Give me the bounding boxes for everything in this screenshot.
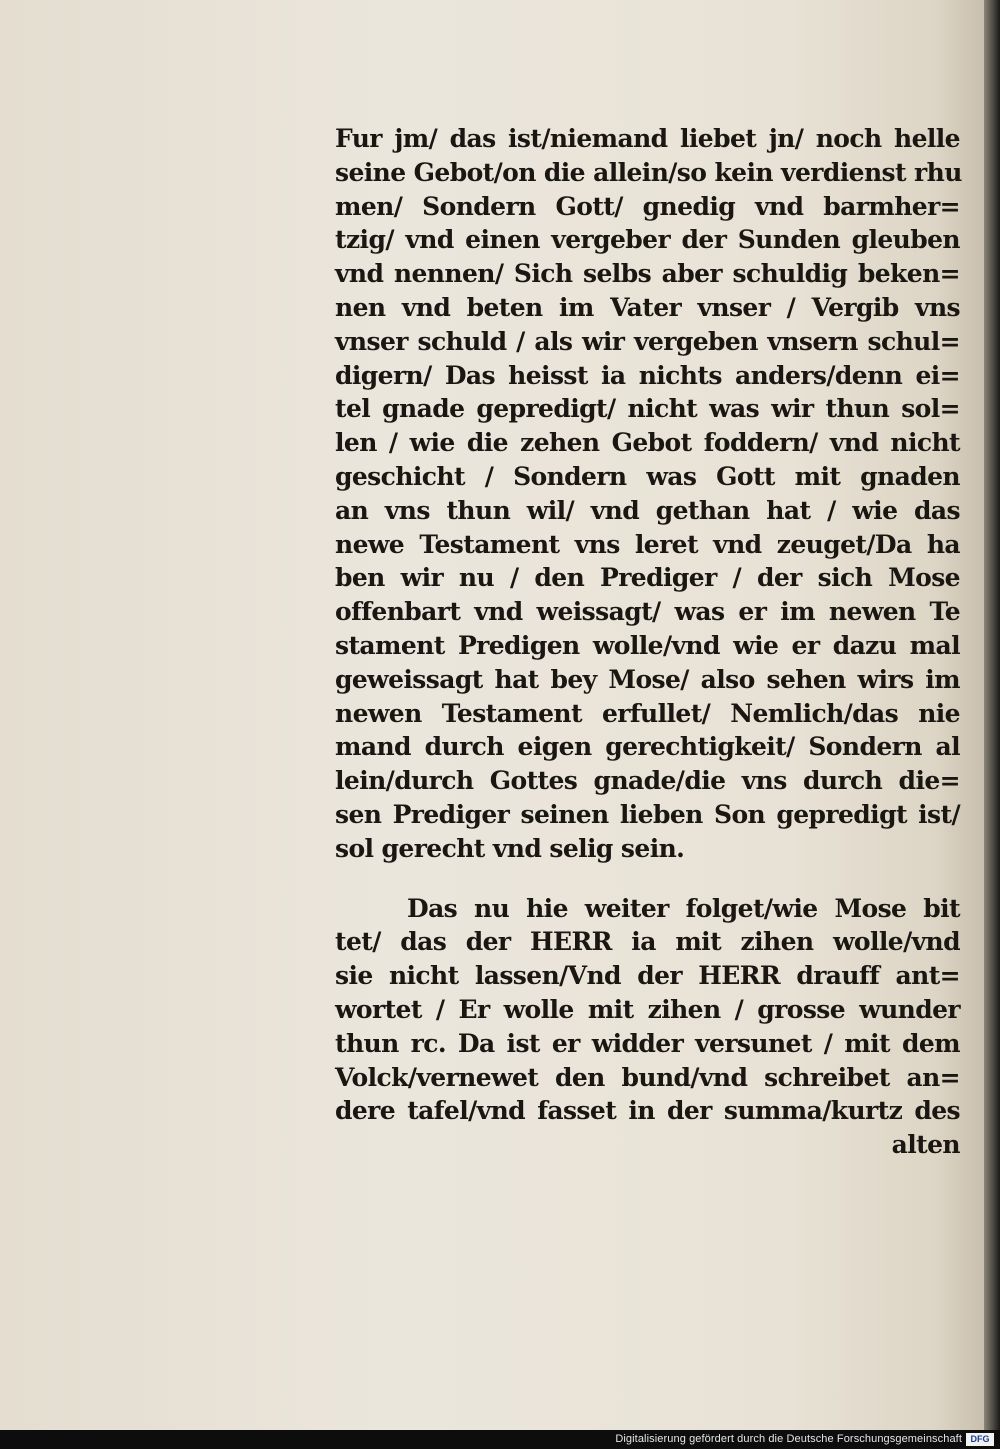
text-line: nen vnd beten im Vater vnser / Vergib vns (335, 292, 960, 322)
text-line: vnd nennen/ Sich selbs aber schuldig beken= (335, 259, 960, 289)
text-line: dere tafel/vnd fasset in der summa/kurtz des (335, 1096, 960, 1126)
text-line: tel gnade gepredigt/ nicht was wir thun sol= (335, 394, 960, 424)
text-line: Fur jm/ das ist/niemand liebet jn/ noch helle (335, 124, 960, 153)
text-line: offenbart vnd weissagt/ was er im newen Te (335, 597, 960, 627)
text-line: len / wie die zehen Gebot foddern/ vnd nicht (335, 428, 960, 458)
paragraph-2 (335, 892, 960, 1162)
text-line: sol gerecht vnd selig sein. (335, 833, 685, 863)
text-line: sie nicht lassen/Vnd der HERR drauff ant= (335, 961, 960, 991)
page-edge (984, 0, 1000, 1430)
text-line: Volck/vernewet den bund/vnd schreibet an= (335, 1062, 960, 1092)
text-line: vnser schuld / als wir vergeben vnsern schul= (335, 326, 960, 356)
text-line: lein/durch Gottes gnade/die vns durch die= (335, 766, 960, 796)
text-block (335, 122, 960, 1162)
text-line: stament Predigen wolle/vnd wie er dazu mal (335, 630, 960, 660)
text-line: tet/ das der HERR ia mit zihen wolle/vnd (335, 927, 960, 957)
text-line: Das nu hie weiter folget/wie Mose bit (407, 893, 960, 923)
text-line: newe Testament vns leret vnd zeuget/Da ha (335, 529, 960, 559)
text-line: tzig/ vnd einen vergeber der Sunden gleuben (335, 225, 960, 255)
text-line: seine Gebot/on die allein/so kein verdienst rhu (335, 157, 962, 187)
text-line: digern/ Das heisst ia nichts anders/denn ei= (335, 360, 960, 390)
text-line: wortet / Er wolle mit zihen / grosse wunder (335, 994, 960, 1024)
dfg-logo-icon: DFG (966, 1433, 994, 1446)
catchword: alten (891, 1130, 960, 1160)
text-line: mand durch eigen gerechtigkeit/ Sondern al (335, 732, 960, 762)
footer-bar (0, 1430, 1000, 1449)
text-line: ben wir nu / den Prediger / der sich Mose (335, 563, 960, 593)
text-line: an vns thun wil/ vnd gethan hat / wie das (335, 495, 960, 525)
text-line: men/ Sondern Gott/ gnedig vnd barmher= (335, 191, 960, 221)
paragraph-1 (335, 122, 960, 866)
text-line: geweissagt hat bey Mose/ also sehen wirs im (335, 664, 960, 694)
text-line: newen Testament erfullet/ Nemlich/das nie (335, 698, 960, 728)
funding-credit: Digitalisierung gefördert durch die Deutsche Forschungsgemeinschaft (615, 1433, 962, 1445)
text-line: sen Prediger seinen lieben Son gepredigt ist/ (335, 799, 960, 829)
text-line: thun rc. Da ist er widder versunet / mit dem (335, 1028, 960, 1058)
text-line: geschicht / Sondern was Gott mit gnaden (335, 461, 960, 491)
